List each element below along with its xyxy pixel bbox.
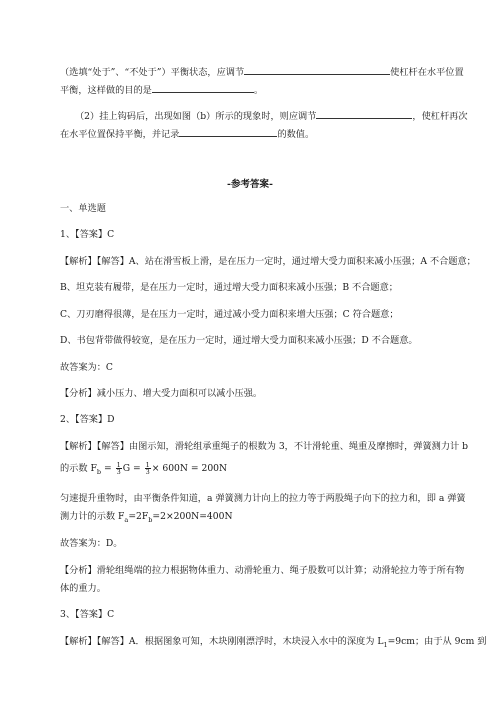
question-text: 的数值。 bbox=[277, 129, 315, 140]
q2-answer: 2、【答案】D bbox=[60, 414, 115, 425]
question-text: 平衡，这样做的目的是 bbox=[60, 85, 152, 96]
q2-formula-line bbox=[60, 461, 227, 480]
formula-text: G = bbox=[122, 463, 144, 474]
answer-blank[interactable] bbox=[244, 64, 390, 75]
section-heading: 一、单选题 bbox=[60, 203, 106, 214]
q1-analysis-b: B、坦克装有履带，是在压力一定时，通过增大受力面积来减小压强；B 不合题意； bbox=[60, 282, 398, 293]
formula-text: =2F bbox=[128, 511, 149, 522]
formula-subscript: b bbox=[148, 515, 153, 524]
fraction-denominator: 3 bbox=[145, 468, 150, 476]
q2-analysis-3: 匀速提升重物时，由平衡条件知道，a 弹簧测力计向上的拉力等于两股绳子向下的拉力和，即 a 弹簧 bbox=[60, 493, 466, 504]
q2-summary-1: 【分析】滑轮组绳端的拉力根据物体重力、动滑轮重力、绳子股数可以计算；动滑轮拉力等于所有物 bbox=[60, 565, 465, 576]
q2-final-answer: 故答案为：D。 bbox=[60, 538, 123, 549]
formula-text: 的示数 F bbox=[60, 463, 97, 474]
answer-blank[interactable] bbox=[316, 108, 412, 119]
question-line-2 bbox=[60, 82, 263, 97]
question-text: （2）挂上钩码后，出现如图（b）所示的现象时，则应调节 bbox=[75, 111, 317, 122]
formula-text: = bbox=[101, 463, 115, 474]
q3-answer: 3、【答案】C bbox=[60, 609, 115, 620]
formula-subscript: a bbox=[124, 515, 129, 524]
q2-summary-2: 体的重力。 bbox=[60, 583, 106, 594]
q2-analysis-1: 【解析】【解答】由图示知，滑轮组承重绳子的根数为 3，不计滑轮重、绳重及摩擦时，弹簧测力计 b bbox=[60, 441, 469, 452]
answer-blank[interactable] bbox=[152, 82, 254, 93]
formula-subscript: b bbox=[96, 467, 102, 476]
q2-analysis-4 bbox=[60, 511, 233, 526]
question-text: 。 bbox=[253, 85, 264, 96]
question-text: ，使杠杆再次 bbox=[412, 111, 468, 122]
question-line-3 bbox=[75, 108, 468, 123]
answer-title: -参考答案- bbox=[227, 179, 273, 190]
fraction-denominator: 3 bbox=[116, 468, 121, 476]
fraction-numerator: 1 bbox=[116, 461, 121, 469]
analysis-text: =9cm；由于从 9cm 到 bbox=[387, 636, 487, 647]
analysis-text: 【解析】【解答】A．根据图象可知，木块刚刚漂浮时，木块浸入水中的深度为 L bbox=[60, 636, 384, 647]
question-text: 在水平位置保持平衡，并记录 bbox=[60, 129, 180, 140]
q1-summary: 【分析】减小压力、增大受力面积可以减小压强。 bbox=[60, 388, 263, 399]
fraction-numerator: 1 bbox=[145, 461, 150, 469]
q3-analysis-1 bbox=[60, 636, 486, 651]
formula-text: 测力计的示数 F bbox=[60, 511, 125, 522]
fraction bbox=[145, 462, 151, 475]
q1-analysis-a: 【解析】【解答】A、站在滑雪板上滑，是在压力一定时，通过增大受力面积来减小压强；A 不合题意； bbox=[60, 256, 476, 267]
question-text: 使杠杆在水平位置 bbox=[390, 67, 464, 78]
q1-analysis-c: C、刀刃磨得很薄，是在压力一定时，通过减小受力面积来增大压强；C 符合题意； bbox=[60, 309, 399, 320]
question-line-1 bbox=[60, 64, 464, 79]
answer-blank[interactable] bbox=[179, 126, 277, 137]
fraction bbox=[116, 462, 122, 475]
q1-analysis-d: D、书包背带做得较宽，是在压力一定时，通过增大受力面积来减小压强；D 不合题意。 bbox=[60, 335, 418, 346]
q1-answer: 1、【答案】C bbox=[60, 229, 115, 240]
question-line-4 bbox=[60, 126, 314, 141]
formula-text: × 600N = 200N bbox=[151, 463, 228, 474]
q1-final-answer: 故答案为：C bbox=[60, 362, 113, 373]
formula-text: =2×200N=400N bbox=[152, 511, 233, 522]
question-text: （选填“处于”、“不处于”）平衡状态，应调节 bbox=[60, 67, 245, 78]
formula-subscript: 1 bbox=[383, 640, 388, 649]
